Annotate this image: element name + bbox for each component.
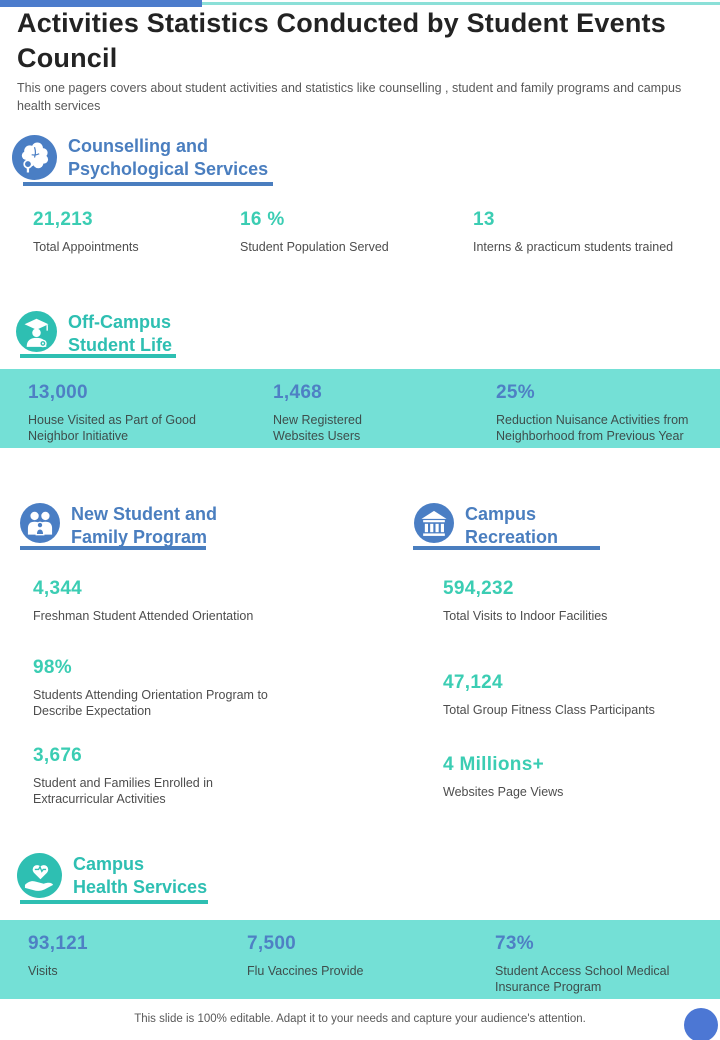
corner-circle-decoration xyxy=(684,1008,718,1040)
stat-value: 594,232 xyxy=(443,578,514,599)
stat-value: 4,344 xyxy=(33,578,83,599)
family-program-stats xyxy=(33,578,363,807)
stat-value: 7,500 xyxy=(247,933,297,954)
section-title-line: Counselling and xyxy=(68,136,209,156)
section-header-family-program xyxy=(20,503,217,548)
stat-value: 93,121 xyxy=(28,933,88,954)
section-title-line: Family Program xyxy=(71,526,208,547)
stat-value: 13,000 xyxy=(28,382,88,403)
stat-label: House Visited as Part of Good Neighbor Initiative xyxy=(28,413,196,443)
stat-value: 73% xyxy=(495,933,534,954)
stat-item xyxy=(28,933,247,999)
section-title-line: Recreation xyxy=(465,526,559,547)
section-underline xyxy=(20,546,206,550)
graduate-student-icon xyxy=(16,311,57,352)
stat-label: Flu Vaccines Provide xyxy=(247,964,364,978)
stat-label: Websites Page Views xyxy=(443,785,564,799)
stat-item xyxy=(33,209,240,255)
section-header-campus-recreation xyxy=(414,503,558,548)
stat-item xyxy=(273,382,496,448)
stat-value: 98% xyxy=(33,657,72,678)
stat-item xyxy=(33,745,363,807)
stat-label: Total Group Fitness Class Participants xyxy=(443,703,655,717)
family-icon xyxy=(20,503,60,543)
stat-label: Total Visits to Indoor Facilities xyxy=(443,609,608,623)
stat-item xyxy=(496,382,720,448)
stat-label: Reduction Nuisance Activities from Neighborhood from Previous Year xyxy=(496,413,689,443)
stat-label: Interns & practicum students trained xyxy=(473,240,674,254)
stat-value: 3,676 xyxy=(33,745,83,766)
stat-value: 16 % xyxy=(240,209,285,230)
hand-heart-icon xyxy=(17,853,62,898)
section-title-line: Campus xyxy=(465,504,537,524)
stat-value: 13 xyxy=(473,209,495,230)
stat-value: 47,124 xyxy=(443,672,503,693)
stat-value: 21,213 xyxy=(33,209,93,230)
stat-label: New Registered Websites Users xyxy=(273,413,362,443)
stat-item xyxy=(495,933,720,999)
section-title-line: Psychological Services xyxy=(68,158,269,179)
page-title: Activities Statistics Conducted by Student Events Council xyxy=(17,8,666,73)
stat-label: Student Access School Medical Insurance Program xyxy=(495,964,670,994)
section-title-line: Campus xyxy=(73,854,145,874)
stat-item xyxy=(473,209,720,255)
stat-item xyxy=(33,578,363,624)
section-title-line: New Student and xyxy=(71,504,218,524)
health-services-stats-band xyxy=(0,920,720,999)
stat-item xyxy=(443,672,713,718)
brain-search-icon xyxy=(12,135,57,180)
stat-value: 1,468 xyxy=(273,382,323,403)
section-header-counselling xyxy=(12,135,268,180)
stat-item xyxy=(443,578,713,624)
stat-item xyxy=(33,657,363,719)
campus-recreation-stats xyxy=(443,578,713,800)
stat-label: Freshman Student Attended Orientation xyxy=(33,609,254,623)
stat-item xyxy=(247,933,495,999)
bank-icon xyxy=(414,503,454,543)
section-title-line: Health Services xyxy=(73,876,208,897)
page-subtitle: This one pagers covers about student activities and statistics like counselling , student and family programs and campus health services xyxy=(17,81,682,113)
section-underline xyxy=(23,182,273,186)
section-underline xyxy=(20,354,176,358)
section-title-line: Student Life xyxy=(68,334,172,355)
stat-item xyxy=(28,382,273,448)
top-accent-line-teal xyxy=(202,2,720,5)
stat-label: Students Attending Orientation Program to Describe Expectation xyxy=(33,688,268,718)
counselling-stats-row xyxy=(33,209,720,255)
stat-label: Student and Families Enrolled in Extracurricular Activities xyxy=(33,776,213,806)
stat-item xyxy=(240,209,473,255)
stat-label: Student Population Served xyxy=(240,240,389,254)
section-header-health-services xyxy=(17,853,207,898)
stat-value: 4 Millions+ xyxy=(443,754,544,775)
section-underline xyxy=(413,546,600,550)
section-underline xyxy=(20,900,208,904)
editable-note: This slide is 100% editable. Adapt it to your needs and capture your audience's attention. xyxy=(134,1013,586,1025)
section-header-offcampus xyxy=(16,311,172,356)
section-title-line: Off-Campus xyxy=(68,312,171,332)
offcampus-stats-band xyxy=(0,369,720,448)
stat-label: Visits xyxy=(28,964,58,978)
stat-label: Total Appointments xyxy=(33,240,139,254)
stat-item xyxy=(443,754,713,800)
stat-value: 25% xyxy=(496,382,535,403)
